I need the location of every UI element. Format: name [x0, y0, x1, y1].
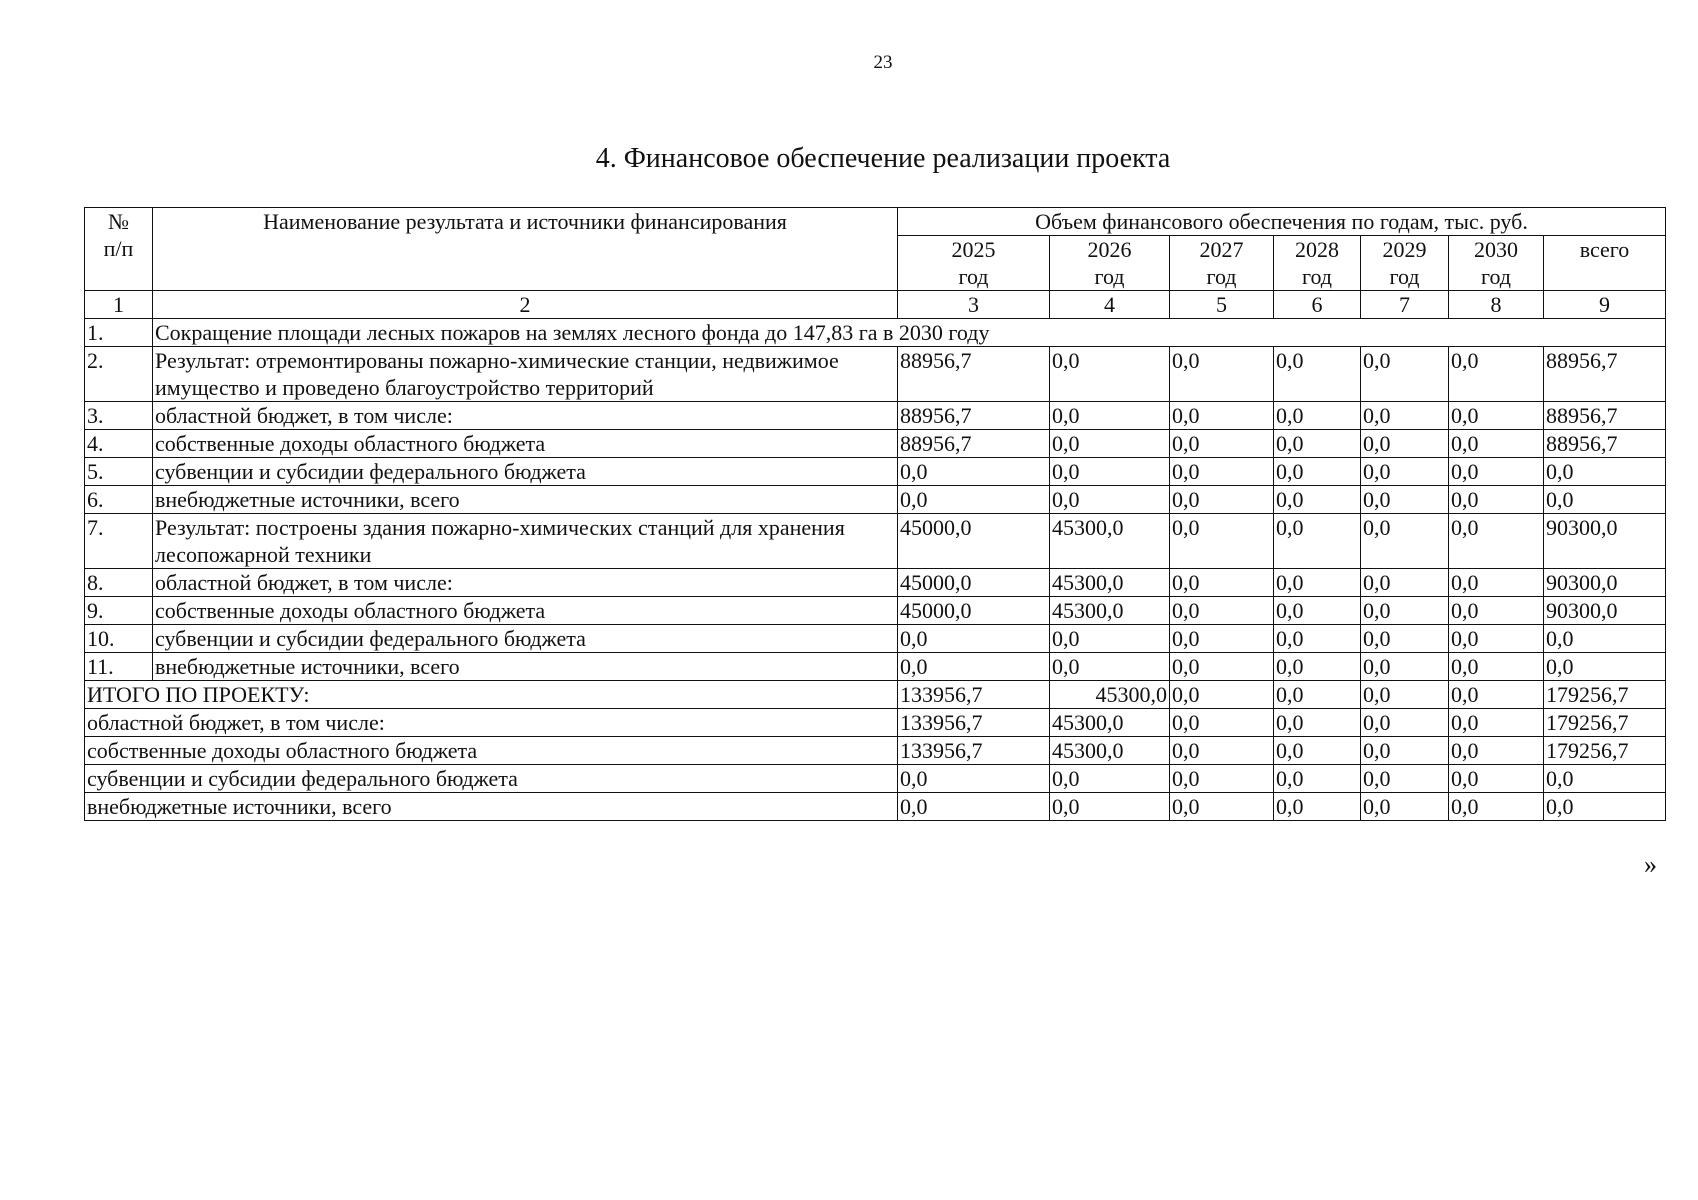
- total-value: 133956,7: [898, 737, 1050, 765]
- table-row: [85, 625, 1666, 653]
- row-value: 0,0: [1050, 402, 1170, 430]
- row-name: внебюджетные источники, всего: [153, 653, 898, 681]
- header-total: всего: [1544, 236, 1666, 291]
- total-value: 0,0: [1274, 765, 1361, 793]
- col-number: 4: [1050, 291, 1170, 319]
- row-name: Результат: отремонтированы пожарно-химические станции, недвижимое имущество и проведено благоустройство территорий: [153, 347, 898, 402]
- total-value: 0,0: [1274, 793, 1361, 821]
- row-value: 0,0: [1361, 569, 1449, 597]
- header-year-2029: 2029 год: [1361, 236, 1449, 291]
- col-number: 7: [1361, 291, 1449, 319]
- total-row: [85, 709, 1666, 737]
- row-number: 11.: [85, 653, 153, 681]
- col-number: 8: [1449, 291, 1544, 319]
- row-value: 0,0: [1274, 458, 1361, 486]
- row-value: 0,0: [1050, 625, 1170, 653]
- financing-table: [84, 207, 1666, 821]
- total-value: 0,0: [1274, 681, 1361, 709]
- row-value: 0,0: [1361, 597, 1449, 625]
- row-value: 0,0: [1449, 653, 1544, 681]
- total-value: 45300,0: [1050, 681, 1170, 709]
- total-value: 0,0: [898, 765, 1050, 793]
- row-number: 10.: [85, 625, 153, 653]
- row-value: 0,0: [1449, 514, 1544, 569]
- total-value: 0,0: [898, 793, 1050, 821]
- column-numbers-row: [85, 291, 1666, 319]
- total-value: 0,0: [1449, 765, 1544, 793]
- row-name: Результат: построены здания пожарно-химических станций для хранения лесопожарной техники: [153, 514, 898, 569]
- row-value: 0,0: [1170, 347, 1274, 402]
- header-num-line2: п/п: [103, 236, 134, 261]
- table-row: [85, 402, 1666, 430]
- row-value: 0,0: [898, 458, 1050, 486]
- table-row: [85, 514, 1666, 569]
- row-value: 0,0: [1361, 402, 1449, 430]
- row-value: 0,0: [1170, 514, 1274, 569]
- total-row: [85, 793, 1666, 821]
- row-value: 0,0: [1449, 597, 1544, 625]
- col-number: 1: [85, 291, 153, 319]
- goal-row: [85, 319, 1666, 347]
- row-value: 88956,7: [1544, 402, 1666, 430]
- total-row: [85, 681, 1666, 709]
- total-name: внебюджетные источники, всего: [85, 793, 898, 821]
- row-value: 0,0: [1050, 458, 1170, 486]
- header-year-2026: 2026 год: [1050, 236, 1170, 291]
- row-value: 90300,0: [1544, 569, 1666, 597]
- table-row: [85, 347, 1666, 402]
- header-num: [85, 208, 153, 291]
- total-value: 0,0: [1449, 709, 1544, 737]
- header-row-1: [85, 208, 1666, 236]
- table-row: [85, 569, 1666, 597]
- row-value: 0,0: [1361, 430, 1449, 458]
- page-number: 23: [873, 52, 893, 73]
- row-value: 0,0: [1050, 430, 1170, 458]
- total-row: [85, 765, 1666, 793]
- total-value: 179256,7: [1544, 737, 1666, 765]
- table-row: [85, 458, 1666, 486]
- row-name: субвенции и субсидии федерального бюджета: [153, 625, 898, 653]
- total-value: 0,0: [1361, 793, 1449, 821]
- row-value: 0,0: [1449, 625, 1544, 653]
- row-value: 0,0: [1449, 430, 1544, 458]
- row-number: 2.: [85, 347, 153, 402]
- total-value: 0,0: [1170, 737, 1274, 765]
- row-value: 0,0: [1170, 430, 1274, 458]
- total-value: 45300,0: [1050, 709, 1170, 737]
- row-value: 0,0: [1449, 486, 1544, 514]
- header-year-2027: 2027 год: [1170, 236, 1274, 291]
- row-number: 1.: [85, 319, 153, 347]
- row-value: 0,0: [1170, 569, 1274, 597]
- row-value: 0,0: [1361, 653, 1449, 681]
- total-value: 0,0: [1361, 709, 1449, 737]
- total-value: 0,0: [1170, 793, 1274, 821]
- row-name: субвенции и субсидии федерального бюджета: [153, 458, 898, 486]
- total-value: 0,0: [1050, 765, 1170, 793]
- row-value: 45300,0: [1050, 597, 1170, 625]
- col-number: 6: [1274, 291, 1361, 319]
- row-value: 0,0: [1274, 653, 1361, 681]
- row-value: 0,0: [1170, 597, 1274, 625]
- table-row: [85, 653, 1666, 681]
- row-value: 45300,0: [1050, 514, 1170, 569]
- row-value: 0,0: [898, 653, 1050, 681]
- row-value: 0,0: [1449, 402, 1544, 430]
- row-name: областной бюджет, в том числе:: [153, 569, 898, 597]
- row-value: 0,0: [898, 486, 1050, 514]
- total-row: [85, 737, 1666, 765]
- row-number: 8.: [85, 569, 153, 597]
- row-value: 88956,7: [898, 347, 1050, 402]
- total-value: 0,0: [1449, 793, 1544, 821]
- row-number: 3.: [85, 402, 153, 430]
- table-row: [85, 430, 1666, 458]
- row-value: 0,0: [1544, 486, 1666, 514]
- row-value: 0,0: [1274, 430, 1361, 458]
- row-value: 90300,0: [1544, 597, 1666, 625]
- header-year-2028: 2028 год: [1274, 236, 1361, 291]
- total-value: 179256,7: [1544, 709, 1666, 737]
- row-name: внебюджетные источники, всего: [153, 486, 898, 514]
- goal-text: Сокращение площади лесных пожаров на землях лесного фонда до 147,83 га в 2030 году: [153, 319, 1666, 347]
- total-value: 0,0: [1361, 681, 1449, 709]
- total-name: областной бюджет, в том числе:: [85, 709, 898, 737]
- row-value: 0,0: [1170, 458, 1274, 486]
- data-rows: [85, 347, 1666, 681]
- row-value: 88956,7: [1544, 430, 1666, 458]
- row-value: 0,0: [1050, 347, 1170, 402]
- table-row: [85, 486, 1666, 514]
- row-value: 0,0: [1544, 625, 1666, 653]
- row-value: 0,0: [1274, 625, 1361, 653]
- row-value: 0,0: [1544, 653, 1666, 681]
- total-value: 133956,7: [898, 709, 1050, 737]
- row-value: 45000,0: [898, 514, 1050, 569]
- row-value: 0,0: [1274, 597, 1361, 625]
- row-value: 0,0: [1170, 653, 1274, 681]
- row-value: 0,0: [1449, 347, 1544, 402]
- row-value: 0,0: [1449, 458, 1544, 486]
- row-name: собственные доходы областного бюджета: [153, 430, 898, 458]
- header-num-line1: №: [108, 209, 129, 234]
- header-name: Наименование результата и источники финансирования: [153, 208, 898, 291]
- col-number: 3: [898, 291, 1050, 319]
- col-number: 2: [153, 291, 898, 319]
- row-value: 45300,0: [1050, 569, 1170, 597]
- total-rows: [85, 681, 1666, 821]
- total-value: 0,0: [1170, 681, 1274, 709]
- row-value: 0,0: [1361, 458, 1449, 486]
- header-year-2025: 2025 год: [898, 236, 1050, 291]
- row-number: 6.: [85, 486, 153, 514]
- total-value: 0,0: [1050, 793, 1170, 821]
- row-value: 0,0: [1050, 653, 1170, 681]
- closing-quote: »: [1644, 850, 1657, 879]
- row-value: 0,0: [1050, 486, 1170, 514]
- total-value: 0,0: [1361, 737, 1449, 765]
- total-value: 0,0: [1170, 765, 1274, 793]
- total-value: 179256,7: [1544, 681, 1666, 709]
- row-number: 5.: [85, 458, 153, 486]
- total-name: ИТОГО ПО ПРОЕКТУ:: [85, 681, 898, 709]
- row-value: 88956,7: [898, 402, 1050, 430]
- header-volume: Объем финансового обеспечения по годам, тыс. руб.: [898, 208, 1666, 236]
- total-value: 0,0: [1170, 709, 1274, 737]
- total-value: 133956,7: [898, 681, 1050, 709]
- row-value: 88956,7: [898, 430, 1050, 458]
- row-value: 0,0: [1449, 569, 1544, 597]
- total-name: субвенции и субсидии федерального бюджета: [85, 765, 898, 793]
- total-value: 0,0: [1544, 793, 1666, 821]
- row-value: 0,0: [1274, 514, 1361, 569]
- section-title: 4. Финансовое обеспечение реализации проекта: [595, 143, 1171, 174]
- row-value: 0,0: [1361, 486, 1449, 514]
- row-value: 0,0: [1170, 486, 1274, 514]
- row-value: 0,0: [898, 625, 1050, 653]
- row-value: 45000,0: [898, 597, 1050, 625]
- row-value: 0,0: [1170, 625, 1274, 653]
- row-value: 0,0: [1170, 402, 1274, 430]
- row-value: 0,0: [1361, 625, 1449, 653]
- row-value: 0,0: [1274, 402, 1361, 430]
- col-number: 5: [1170, 291, 1274, 319]
- table-header: [85, 208, 1666, 319]
- total-value: 0,0: [1544, 765, 1666, 793]
- total-value: 45300,0: [1050, 737, 1170, 765]
- col-number: 9: [1544, 291, 1666, 319]
- row-value: 0,0: [1274, 347, 1361, 402]
- row-number: 4.: [85, 430, 153, 458]
- total-value: 0,0: [1274, 737, 1361, 765]
- total-value: 0,0: [1449, 737, 1544, 765]
- row-value: 0,0: [1361, 347, 1449, 402]
- row-value: 45000,0: [898, 569, 1050, 597]
- total-name: собственные доходы областного бюджета: [85, 737, 898, 765]
- header-year-2030: 2030 год: [1449, 236, 1544, 291]
- row-value: 0,0: [1361, 514, 1449, 569]
- total-value: 0,0: [1274, 709, 1361, 737]
- row-number: 7.: [85, 514, 153, 569]
- row-number: 9.: [85, 597, 153, 625]
- row-value: 90300,0: [1544, 514, 1666, 569]
- table-body: [85, 319, 1666, 347]
- row-value: 0,0: [1274, 569, 1361, 597]
- row-name: собственные доходы областного бюджета: [153, 597, 898, 625]
- total-value: 0,0: [1449, 681, 1544, 709]
- row-value: 0,0: [1544, 458, 1666, 486]
- table-row: [85, 597, 1666, 625]
- row-value: 88956,7: [1544, 347, 1666, 402]
- row-name: областной бюджет, в том числе:: [153, 402, 898, 430]
- row-value: 0,0: [1274, 486, 1361, 514]
- total-value: 0,0: [1361, 765, 1449, 793]
